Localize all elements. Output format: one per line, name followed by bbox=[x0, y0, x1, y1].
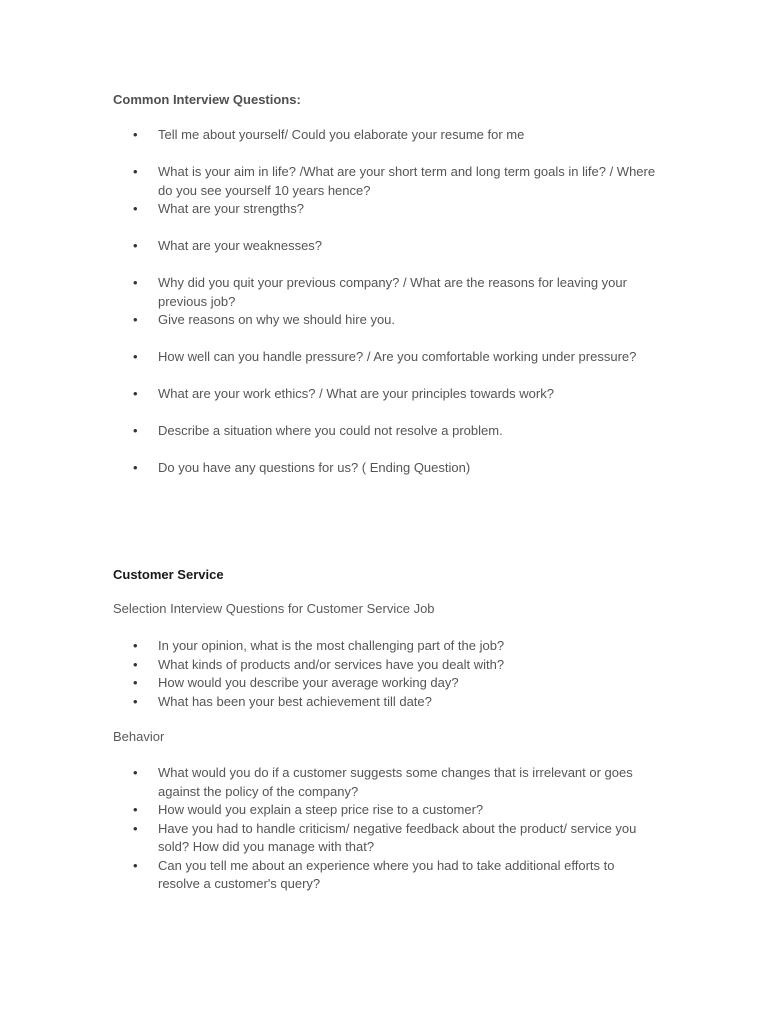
list-item: • What are your work ethics? / What are your principles towards work? bbox=[0, 385, 658, 404]
list-item: • What kinds of products and/or services have you dealt with? bbox=[0, 656, 658, 675]
list-item: • In your opinion, what is the most challenging part of the job? bbox=[0, 637, 658, 656]
common-questions-heading: Common Interview Questions: bbox=[113, 92, 301, 107]
list-item: • How well can you handle pressure? / Are you comfortable working under pressure? bbox=[0, 348, 658, 367]
behavior-questions-list bbox=[0, 764, 768, 894]
list-item: • What are your strengths? bbox=[0, 200, 658, 219]
list-item: • Tell me about yourself/ Could you elaborate your resume for me bbox=[0, 126, 658, 145]
list-item: • Describe a situation where you could not resolve a problem. bbox=[0, 422, 658, 441]
list-item: • How would you describe your average working day? bbox=[0, 674, 658, 693]
list-item: • Why did you quit your previous company? / What are the reasons for leaving your previous job? bbox=[0, 274, 658, 311]
list-item: • Give reasons on why we should hire you. bbox=[0, 311, 658, 330]
behavior-label: Behavior bbox=[113, 729, 165, 744]
list-item: • How would you explain a steep price rise to a customer? bbox=[0, 801, 658, 820]
list-item: • What is your aim in life? /What are your short term and long term goals in life? / Where do you see yourself 10 years hence? bbox=[0, 163, 658, 200]
list-item: • What would you do if a customer suggests some changes that is irrelevant or goes against the policy of the company? bbox=[0, 764, 658, 801]
customer-service-subheading: Selection Interview Questions for Customer Service Job bbox=[113, 601, 435, 616]
list-item: • Can you tell me about an experience where you had to take additional efforts to resolve a customer's query? bbox=[0, 857, 658, 894]
common-questions-list bbox=[0, 126, 768, 496]
customer-service-questions-list bbox=[0, 637, 768, 711]
list-item: • What are your weaknesses? bbox=[0, 237, 658, 256]
list-item: • What has been your best achievement till date? bbox=[0, 693, 658, 712]
list-item: • Do you have any questions for us? ( Ending Question) bbox=[0, 459, 658, 478]
list-item: • Have you had to handle criticism/ negative feedback about the product/ service you sold? How did you manage with that? bbox=[0, 820, 658, 857]
customer-service-heading: Customer Service bbox=[113, 567, 224, 582]
